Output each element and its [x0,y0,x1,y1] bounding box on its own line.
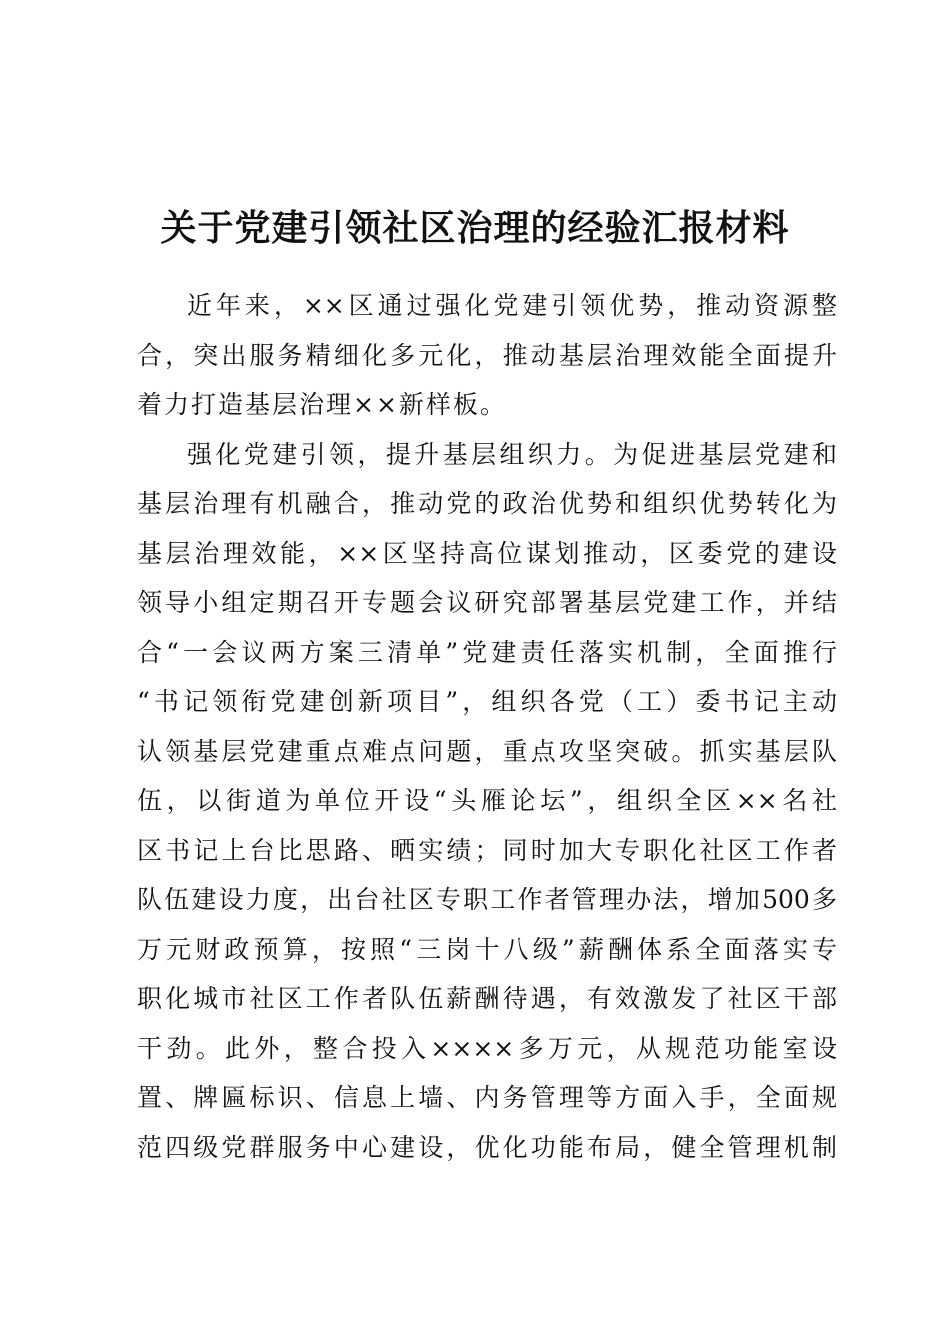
document-title: 关于党建引领社区治理的经验汇报材料 [160,207,790,249]
paragraph-line: 置、牌匾标识、信息上墙、内务管理等方面入手，全面规 [137,1083,837,1112]
paragraph-line: 近年来，××区通过强化党建引领优势，推动资源整 [187,291,837,320]
document-body [137,281,837,1172]
paragraph-line: 队伍建设力度，出台社区专职工作者管理办法，增加500多 [137,885,837,914]
paragraph-line: 范四级党群服务中心建设，优化功能布局，健全管理机制 [137,1132,837,1162]
paragraph-line: 领导小组定期召开专题会议研究部署基层党建工作，并结 [137,588,837,617]
paragraph-party-building [137,430,837,1173]
paragraph-line: 万元财政预算，按照“三岗十八级”薪酬体系全面落实专 [137,934,837,964]
paragraph-line: 合，突出服务精细化多元化，推动基层治理效能全面提升 [137,340,837,370]
paragraph-line: 伍，以街道为单位开设“头雁论坛”，组织全区××名社 [137,786,837,815]
paragraph-intro [137,281,837,430]
paragraph-line: 干劲。此外，整合投入××××多万元，从规范功能室设 [137,1033,837,1063]
paragraph-line: 基层治理有机融合，推动党的政治优势和组织优势转化为 [137,489,837,518]
paragraph-line: 合“一会议两方案三清单”党建责任落实机制，全面推行 [137,637,837,667]
paragraph-line: 着力打造基层治理××新样板。 [137,390,507,419]
paragraph-line: 认领基层党建重点难点问题，重点攻坚突破。抓实基层队 [137,736,837,766]
paragraph-line: 基层治理效能，××区坚持高位谋划推动，区委党的建设 [137,538,837,568]
paragraph-line: 强化党建引领，提升基层组织力。为促进基层党建和 [187,439,837,469]
paragraph-line: 职化城市社区工作者队伍薪酬待遇，有效激发了社区干部 [137,984,837,1013]
paragraph-line: 区书记上台比思路、晒实绩；同时加大专职化社区工作者 [137,835,837,865]
paragraph-line: “书记领衔党建创新项目”，组织各党（工）委书记主动 [137,687,837,716]
